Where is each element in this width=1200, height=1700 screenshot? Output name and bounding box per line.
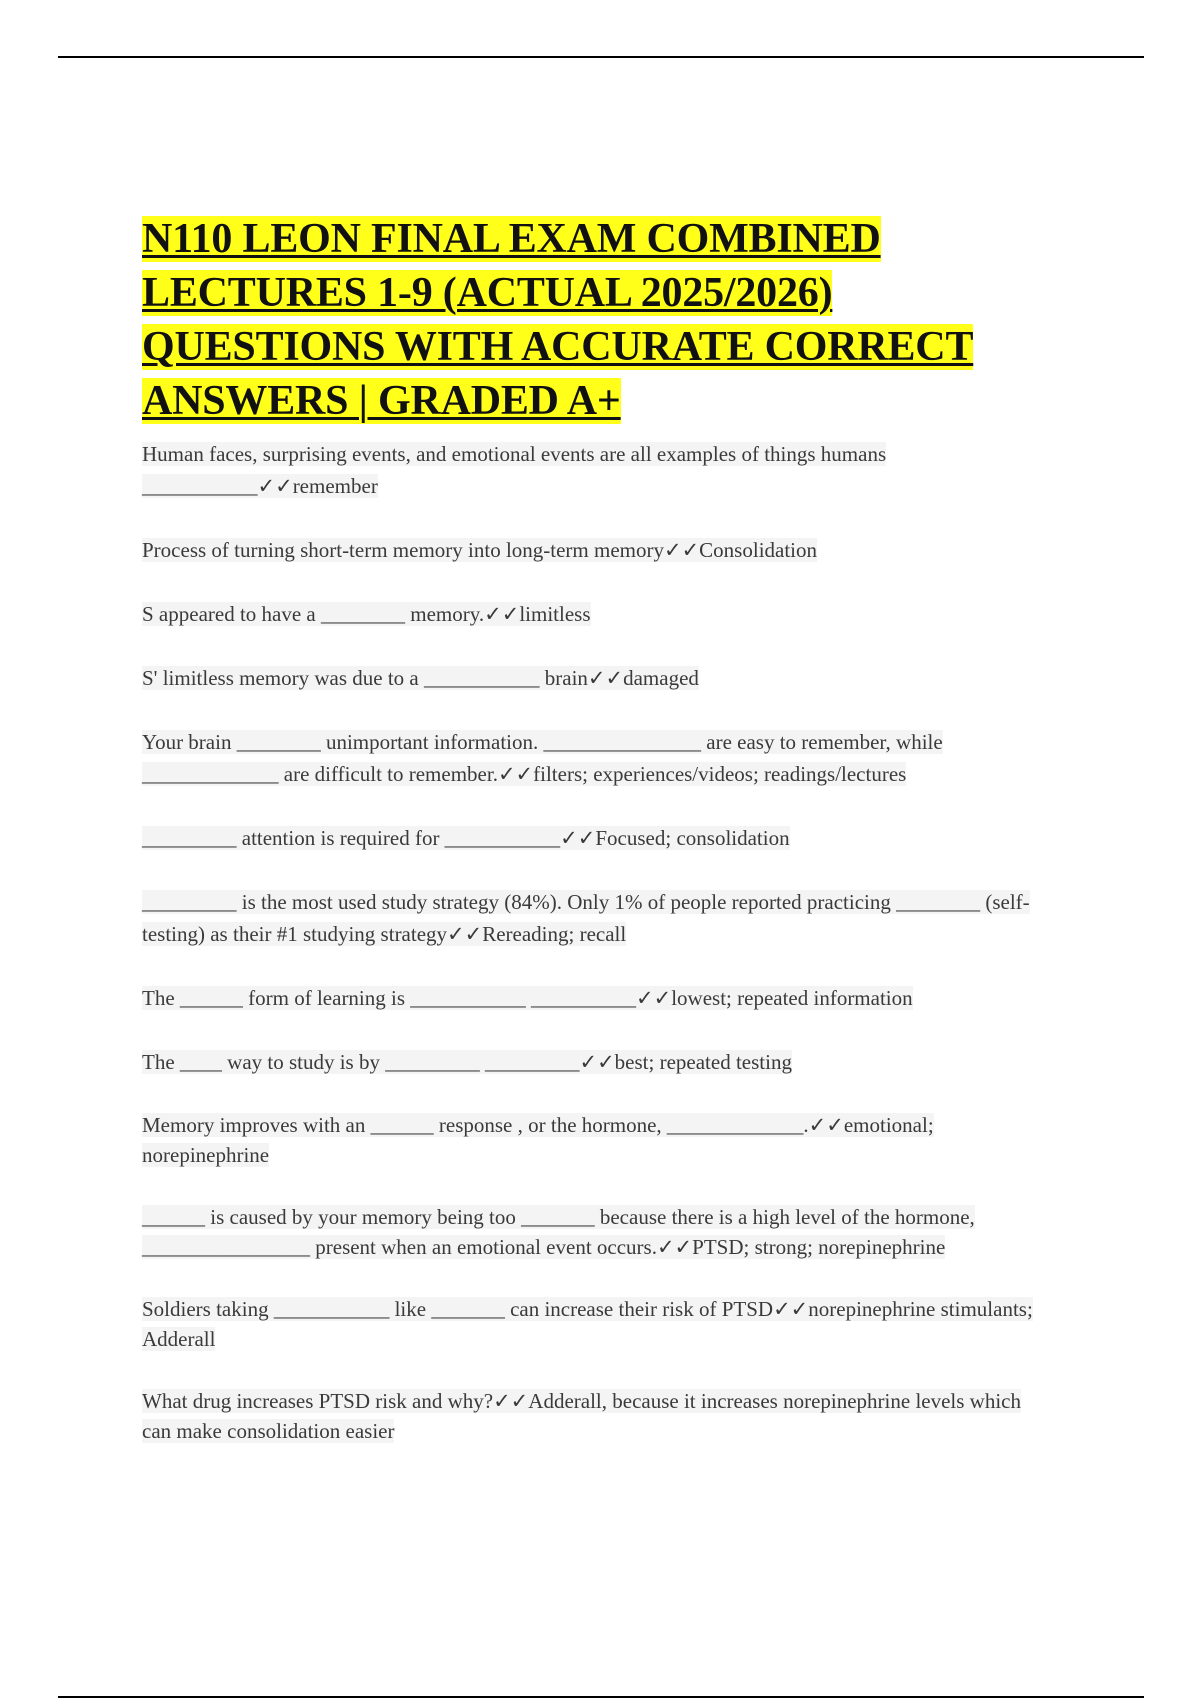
document-body	[142, 212, 1042, 1478]
footer-rule	[58, 1696, 1144, 1698]
qa-item-4: S' limitless memory was due to a ___________ brain✓✓damaged	[142, 666, 699, 690]
qa-list	[142, 438, 1042, 1446]
qa-item-10: Memory improves with an ______ response , or the hormone, _____________.✓✓emotional; norepinephrine	[142, 1113, 934, 1167]
qa-item-1: Human faces, surprising events, and emotional events are all examples of things humans ___________✓✓remember	[142, 442, 887, 498]
qa-item-6: _________ attention is required for ___________✓✓Focused; consolidation	[142, 826, 790, 850]
qa-item-3: S appeared to have a ________ memory.✓✓limitless	[142, 602, 591, 626]
document-title-text: N110 LEON FINAL EXAM COMBINED LECTURES 1-9 (ACTUAL 2025/2026) QUESTIONS WITH ACCURATE CORRECT ANSWERS | GRADED A+	[142, 216, 974, 424]
qa-item-9: The ____ way to study is by _________ _________✓✓best; repeated testing	[142, 1050, 792, 1074]
qa-item-8: The ______ form of learning is ___________ __________✓✓lowest; repeated information	[142, 986, 913, 1010]
qa-item-5: Your brain ________ unimportant information. _______________ are easy to remember, while _____________ are difficult to remember.✓✓filters; experiences/videos; readings/lectures	[142, 730, 943, 786]
header-rule	[58, 56, 1144, 58]
qa-item-13: What drug increases PTSD risk and why?✓✓Adderall, because it increases norepinephrine levels which can make consolidation easier	[142, 1389, 1021, 1443]
qa-item-12: Soldiers taking ___________ like _______ can increase their risk of PTSD✓✓norepinephrine stimulants; Adderall	[142, 1297, 1033, 1351]
document-title	[142, 212, 1042, 428]
qa-item-11: ______ is caused by your memory being too _______ because there is a high level of the hormone, ________________ present when an emotional event occurs.✓✓PTSD; strong; norepinephrine	[142, 1205, 975, 1259]
qa-item-7: _________ is the most used study strategy (84%). Only 1% of people reported practicing ________ (self-testing) as their #1 studying strategy✓✓Rereading; recall	[142, 890, 1030, 946]
qa-item-2: Process of turning short-term memory into long-term memory✓✓Consolidation	[142, 538, 818, 562]
